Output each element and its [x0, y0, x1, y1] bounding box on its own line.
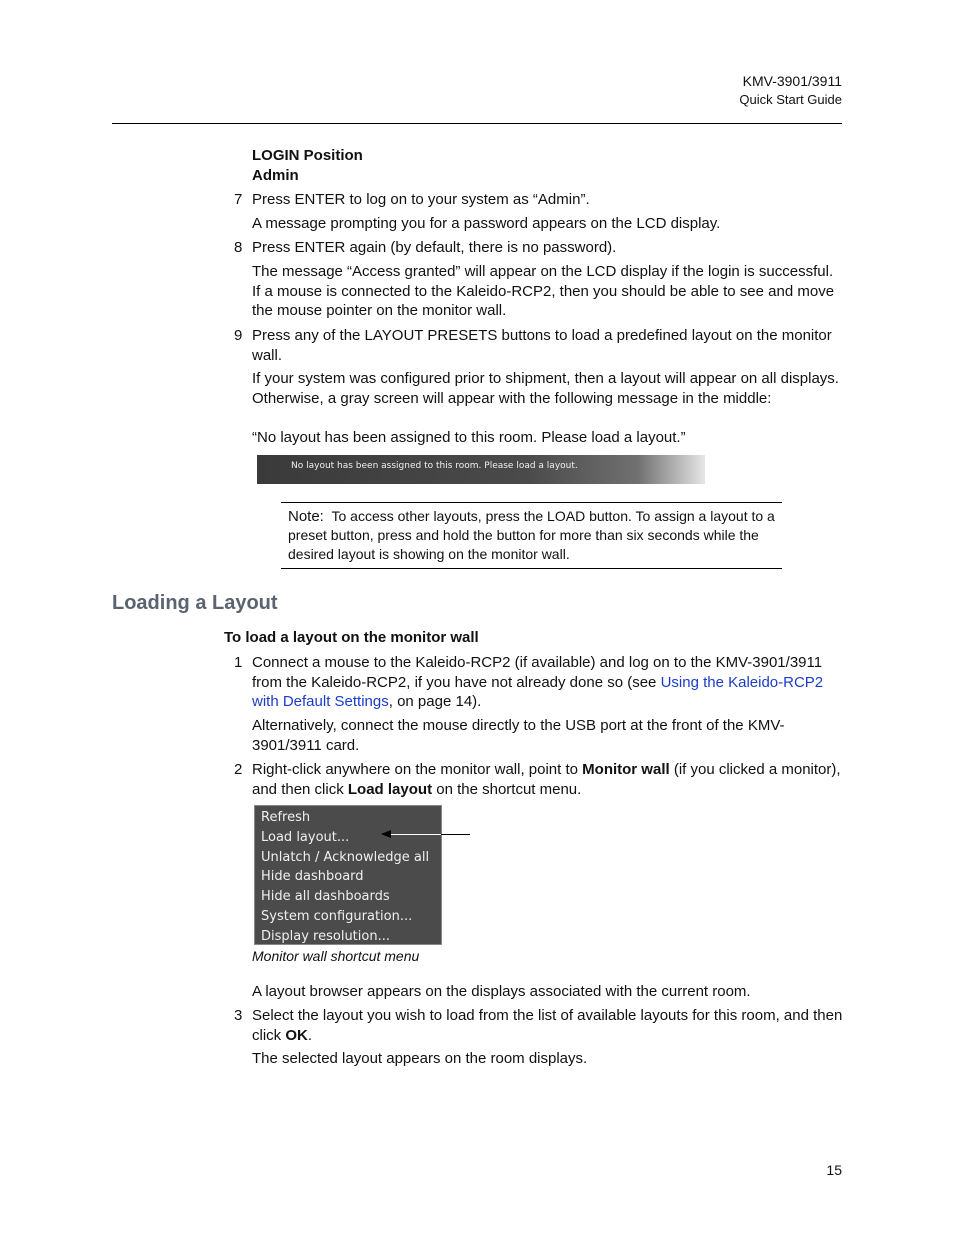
step-2-t1: Right-click anywhere on the monitor wall, point to [252, 761, 583, 778]
default-settings-link[interactable]: Using the Kaleido-RCP2 with Default Settings [252, 673, 824, 710]
step-7-text: Press ENTER to log on to your system as “Admin”. [252, 191, 590, 208]
step-1-text [252, 653, 844, 712]
monitor-wall-shortcut-menu [254, 805, 442, 945]
step-3-follow: The selected layout appears on the room displays. [252, 1050, 588, 1067]
step-2-text [252, 760, 844, 799]
header-rule [112, 123, 842, 124]
no-layout-banner [257, 455, 705, 484]
menu-item-refresh: Refresh [261, 810, 311, 825]
step-9-text: Press any of the LAYOUT PRESETS buttons to load a predefined layout on the monitor wall. [252, 327, 832, 364]
step-2-t3: on the shortcut menu. [432, 780, 582, 798]
note-text-block [288, 507, 776, 564]
menu-item-system-configuration: System configuration... [261, 908, 413, 924]
step-2-t2: (if you clicked a monitor), and then click [252, 761, 841, 798]
step-1-text-b: , on page 14). [388, 693, 482, 710]
step-1-text-a: Connect a mouse to the Kaleido-RCP2 (if available) and log on to the KMV-3901/3911 from the Kaleido-RCP2, if you have not already done so (see [252, 654, 823, 691]
step-1-number: 1 [234, 654, 243, 671]
header-guide: Quick Start Guide [739, 92, 842, 107]
step-9-quote: “No layout has been assigned to this room. Please load a layout.” [252, 429, 686, 446]
login-admin-label: Admin [252, 167, 299, 184]
step-8-text: Press ENTER again (by default, there is no password). [252, 239, 617, 256]
page-number: 15 [826, 1162, 842, 1178]
menu-item-hide-dashboard: Hide dashboard [261, 869, 364, 885]
step-2-number: 2 [234, 761, 243, 778]
running-header [739, 72, 842, 109]
menu-item-display-resolution: Display resolution... [261, 928, 390, 944]
banner-message: No layout has been assigned to this room. Please load a layout. [291, 461, 578, 471]
menu-caption: Monitor wall shortcut menu [252, 948, 420, 964]
step-8-follow: The message “Access granted” will appear on the LCD display if the login is successful. If a mouse is connected to the Kaleido-RCP2, then you should be able to see and move the mouse pointer on the monitor wall. [252, 263, 835, 319]
step-3-t1: Select the layout you wish to load from the list of available layouts for this room, and then click [252, 1007, 843, 1044]
note-box [281, 502, 782, 569]
step-7-number: 7 [234, 191, 243, 208]
step-8-number: 8 [234, 239, 243, 256]
step-2-load-layout: Load layout [347, 780, 433, 798]
procedure-title: To load a layout on the monitor wall [224, 629, 479, 646]
callout-arrow-icon [381, 830, 391, 838]
login-position-label: LOGIN Position [252, 147, 363, 164]
menu-item-unlatch: Unlatch / Acknowledge all [261, 849, 430, 865]
section-title: Loading a Layout [112, 592, 278, 614]
step-9-number: 9 [234, 327, 243, 344]
step-9-follow: If your system was configured prior to shipment, then a layout will appear on all displays. Otherwise, a gray screen will appear with the following message in the middle: [252, 370, 839, 407]
step-3-number: 3 [234, 1007, 243, 1024]
header-product: KMV-3901/3911 [742, 73, 842, 89]
menu-item-hide-all-dashboards: Hide all dashboards [261, 889, 390, 905]
step-2-monitor-wall: Monitor wall [582, 761, 670, 778]
note-body: To access other layouts, press the LOAD button. To assign a layout to a preset button, press and hold the button for more than six seconds while the desired layout is showing on the monitor wall. [288, 508, 775, 562]
step-3-t2: . [307, 1026, 313, 1044]
step-1-follow: Alternatively, connect the mouse directly to the USB port at the front of the KMV-3901/3911 card. [252, 717, 785, 754]
step-7-follow: A message prompting you for a password appears on the LCD display. [252, 215, 721, 232]
callout-arrow-inner [391, 834, 441, 835]
note-label: Note: [288, 508, 324, 525]
step-3-text [252, 1006, 844, 1045]
step-3-ok: OK [285, 1026, 308, 1044]
after-menu-text: A layout browser appears on the displays associated with the current room. [252, 983, 751, 1000]
menu-item-load-layout: Load layout... [261, 829, 350, 845]
